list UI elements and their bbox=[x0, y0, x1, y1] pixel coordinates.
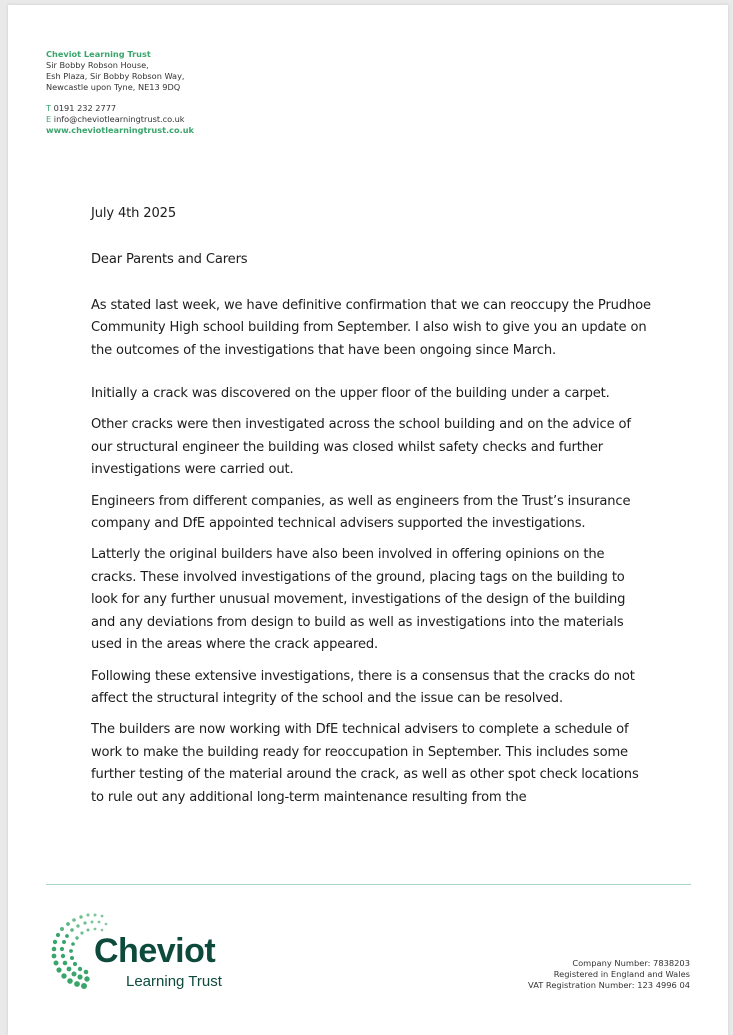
email-label: E bbox=[46, 114, 52, 124]
email-address: info@cheviotlearningtrust.co.uk bbox=[53, 114, 185, 124]
address-line: Esh Plaza, Sir Bobby Robson Way, bbox=[46, 71, 185, 81]
company-number: Company Number: 7838203 bbox=[572, 958, 690, 968]
salutation: Dear Parents and Carers bbox=[91, 252, 248, 268]
website-link: www.cheviotlearningtrust.co.uk bbox=[46, 125, 194, 135]
letter-date: July 4th 2025 bbox=[91, 206, 177, 221]
cheviot-logo bbox=[44, 910, 244, 1000]
letterhead bbox=[46, 49, 194, 136]
paragraph: As stated last week, we have definitive confirmation that we can reoccupy the Prudhoe Community High school building from September. I also wish to give you an update on the outcomes of the investigations that have been ongoing since March. bbox=[91, 297, 651, 358]
paragraph: Engineers from different companies, as well as engineers from the Trust’s insurance company and DfE appointed technical advisers supported the investigations. bbox=[91, 493, 631, 532]
paragraph: Following these extensive investigations, there is a consensus that the cracks do not affect the structural integrity of the school and the issue can be resolved. bbox=[91, 668, 635, 706]
letter-body bbox=[91, 203, 651, 818]
letter-page bbox=[8, 5, 728, 1035]
paragraph: Initially a crack was discovered on the upper floor of the building under a carpet. bbox=[91, 386, 610, 402]
phone-label: T bbox=[46, 103, 52, 113]
logo-subtitle: Learning Trust bbox=[126, 973, 222, 990]
logo-wordmark: Cheviot bbox=[94, 932, 216, 970]
footer-divider bbox=[46, 884, 691, 885]
address-line: Newcastle upon Tyne, NE13 9DQ bbox=[46, 82, 181, 92]
vat-number: VAT Registration Number: 123 4996 04 bbox=[528, 980, 690, 990]
email-line bbox=[46, 114, 194, 125]
address-line: Sir Bobby Robson House, bbox=[46, 60, 149, 70]
paragraph: Latterly the original builders have also been involved in offering opinions on the cracks. These involved investigations of the ground, placing tags on the building to look for any further unusual movement, investigations of the design of the building and any deviations from design to build as well as investigations into the materials used in the areas where the crack appeared. bbox=[91, 547, 626, 653]
paragraph: Other cracks were then investigated across the school building and on the advice of our structural engineer the building was closed whilst safety checks and further investigations were carried out. bbox=[91, 417, 631, 478]
phone-number: 0191 232 2777 bbox=[53, 103, 117, 113]
organisation-name: Cheviot Learning Trust bbox=[46, 49, 151, 59]
phone-line bbox=[46, 103, 194, 114]
paragraph: The builders are now working with DfE technical advisers to complete a schedule of work to make the building ready for reoccupation in September. This includes some further testing of the material around the crack, as well as other spot check locations to rule out any additional long-term maintenance resulting from the bbox=[91, 722, 639, 805]
registration-location: Registered in England and Wales bbox=[553, 969, 690, 979]
company-info bbox=[528, 958, 690, 991]
